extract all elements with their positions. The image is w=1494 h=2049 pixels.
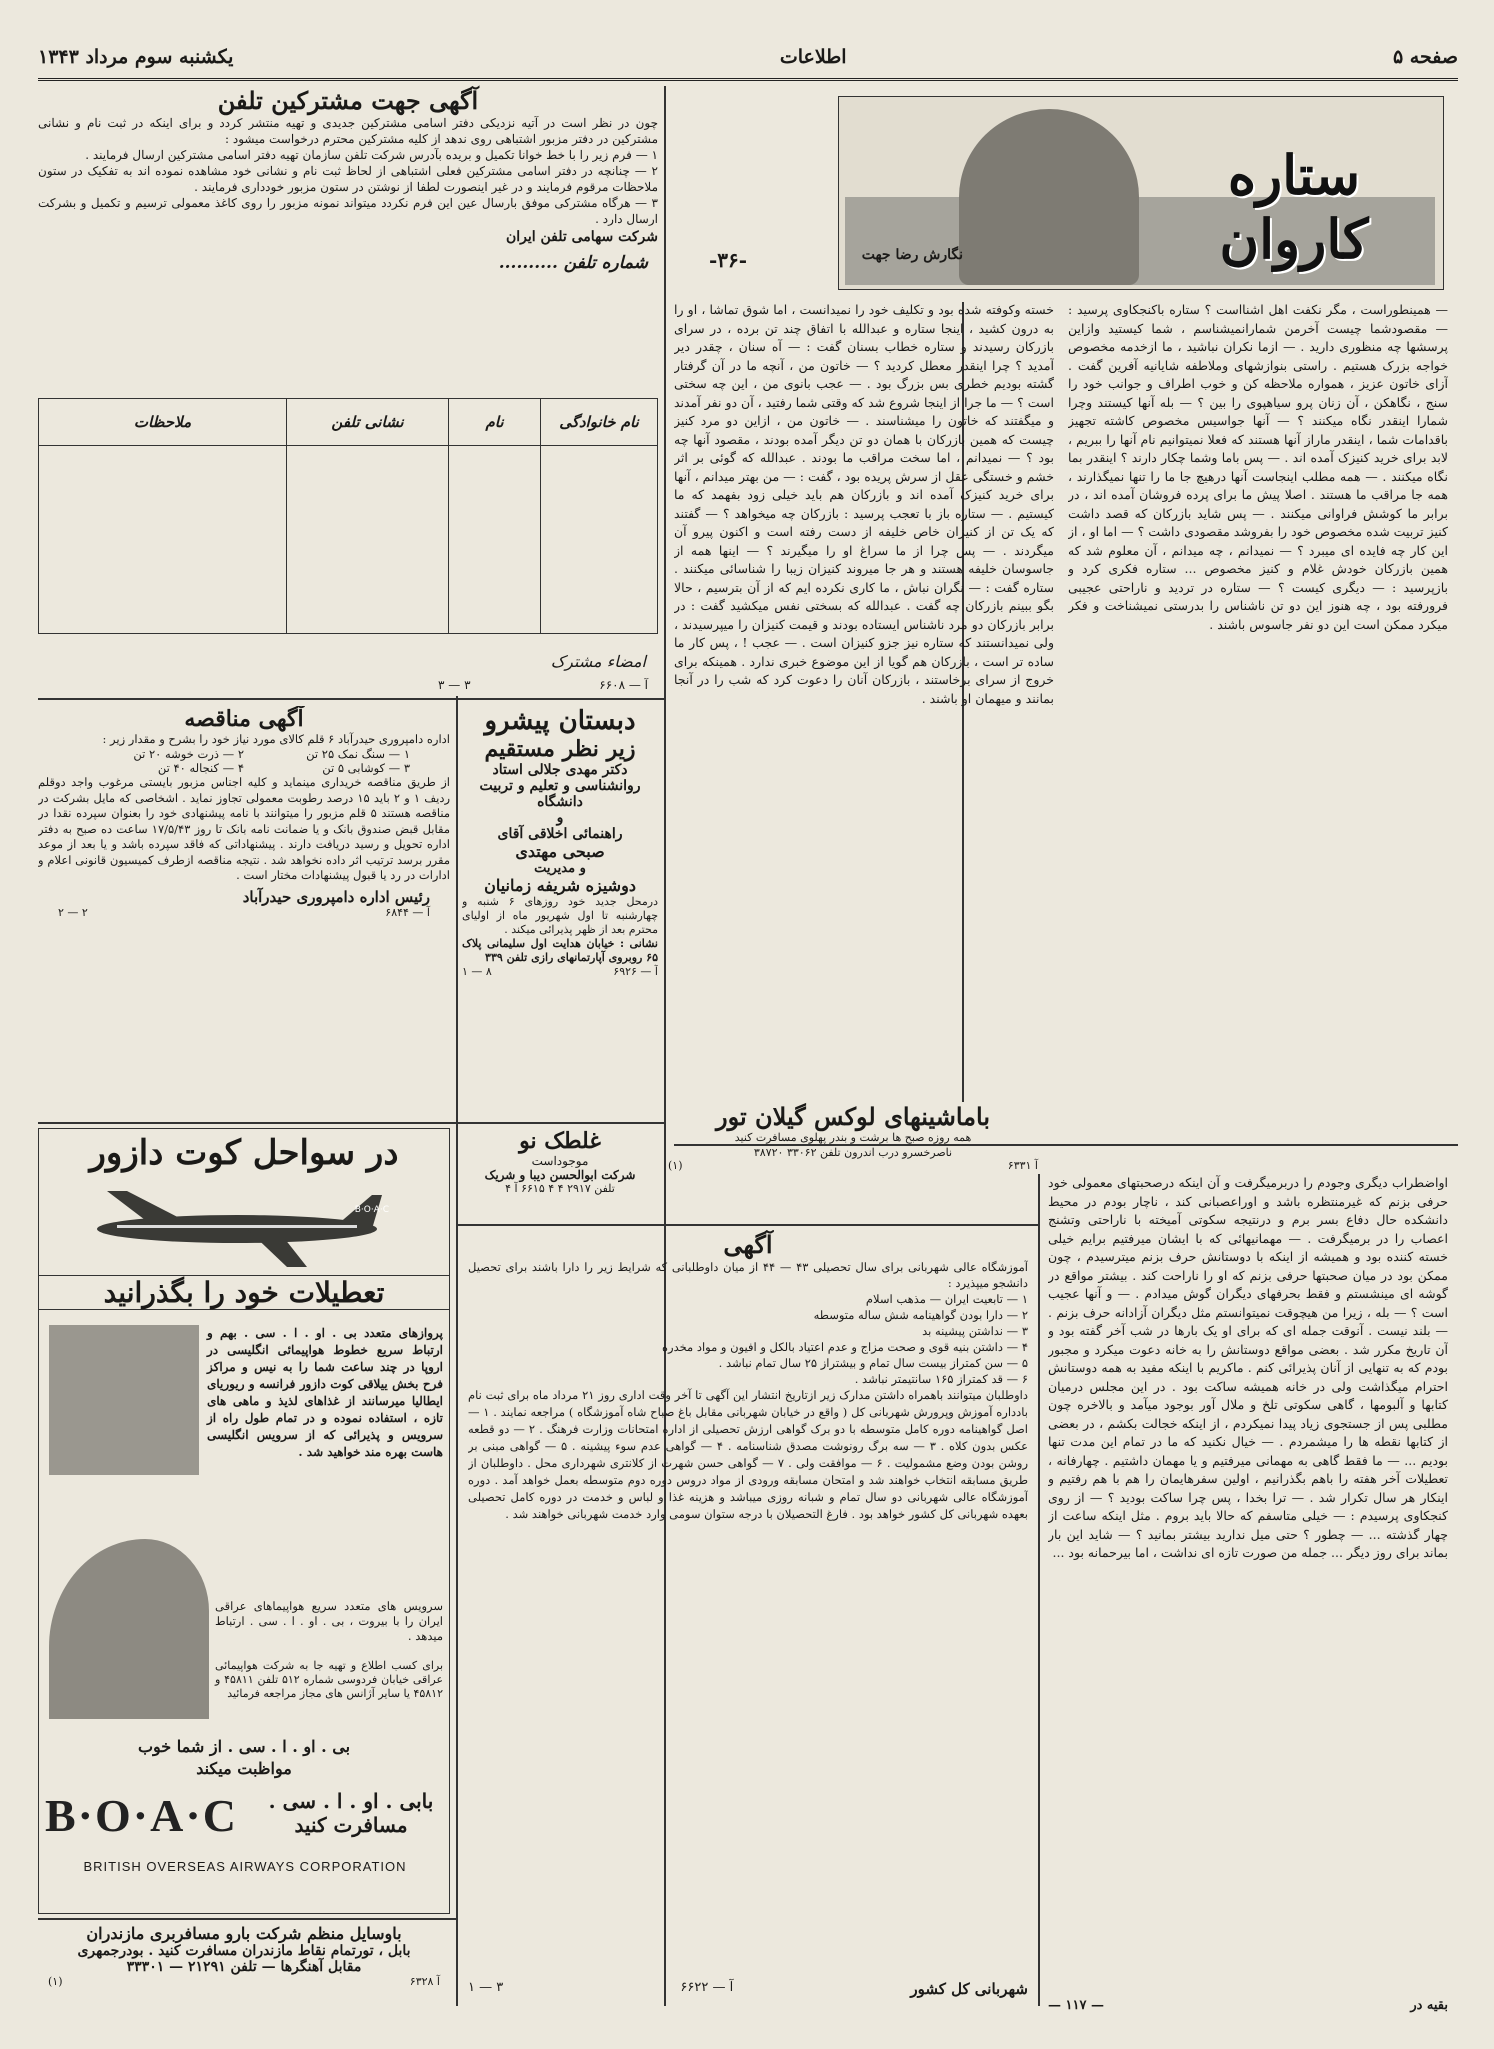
boac-contact: برای کسب اطلاع و تهیه جا به شرکت هواپیمائی عراقی خیابان فردوسی شماره ۵۱۲ تلفن ۴۵۸۱۱ و ۴۵۸۱۲ یا سایر آژانس های مجاز مراجعه فرمائید <box>215 1659 444 1700</box>
phone-ad-ref-right: آ — ۶۶۰۸ <box>599 678 648 692</box>
subscriber-signature-label: امضاء مشترک <box>550 652 646 671</box>
newspaper-page <box>38 36 1458 2026</box>
school-ad-subtitle: زیر نظر مستقیم <box>484 736 636 762</box>
phone-number-label: شماره تلفن .......... <box>498 253 648 273</box>
school-ad-address: نشانی : خیابان هدایت اول سلیمانی پلاک ۶۵ روبروی آپارتمانهای رازی تلفن ۳۳۹ <box>462 937 658 964</box>
school-ad-title: دبستان پیشرو <box>484 706 636 736</box>
boac-slogan-line2: مواظبت میکند <box>196 1759 292 1778</box>
bus-ad-refs <box>38 1975 450 1988</box>
phone-ad-title: آگهی جهت مشترکین تلفن <box>217 86 479 115</box>
academy-ad-footer <box>468 1980 1028 1998</box>
tender-item: ۲ — ذرت خوشه ۲۰ تن <box>133 747 244 761</box>
boac-subheadline: تعطیلات خود را بگذرانید <box>39 1275 449 1310</box>
column-rule <box>456 696 458 2006</box>
phone-form-col-name: نام <box>449 399 541 446</box>
academy-ad-item: ۱ — تابعیت ایران — مذهب اسلام <box>865 1292 1028 1306</box>
school-ad-ref-right: آ — ۶۹۲۶ <box>613 965 658 978</box>
school-ad-director: دکتر مهدی جلالی استاد روانشناسی و تعلیم و تربیت دانشگاه <box>479 762 641 810</box>
footer-continued-label: بقیه در <box>1410 1998 1448 2013</box>
story-author: نگارش رضا جهت <box>861 247 963 263</box>
school-ad-ref-left: ۱ — ۸ <box>462 965 492 978</box>
phone-ad-refs <box>438 678 648 692</box>
tender-items <box>38 747 450 775</box>
phone-form-col-address: نشانی تلفن <box>287 399 449 446</box>
phone-form-cell[interactable] <box>541 446 658 634</box>
woman-portrait-illustration <box>959 109 1139 285</box>
police-academy-ad <box>468 1230 1028 2000</box>
phone-ad-signature: شرکت سهامی تلفن ایران <box>505 229 658 245</box>
section-rule <box>38 1918 456 1920</box>
palm-tree-illustration <box>49 1539 209 1719</box>
boac-corporation-name: BRITISH OVERSEAS AIRWAYS CORPORATION <box>83 1859 407 1874</box>
tender-item: ۱ — سنگ نمک ۲۵ تن <box>306 747 410 761</box>
roller-ad-phone: تلفن ۲۹۱۷ ۴ ۴ ۶۶۱۵ آ ۴ <box>505 1182 615 1195</box>
academy-ad-title: آگهی <box>723 1230 773 1259</box>
gilan-tour-address: ناصرخسرو درب اندرون تلفن ۳۳۰۶۲ ۳۸۷۲۰ <box>753 1146 953 1159</box>
gilan-tour-footer <box>668 1146 1038 1176</box>
boac-logo: B·O·A·C <box>45 1790 238 1841</box>
phone-form-cell[interactable] <box>287 446 449 634</box>
story-column-right-lower: اواضطراب دیگری وجودم را دربرمیگرفت و آن اینکه درصحبتهای معمولی خود حرفی بزنم که غیرمنتظره باشد و اوراعصبانی کند ، ناچار بودم در محیط دانشکده حال دفاع بسر برم و درنتیجه سکوتی آمیخته با ناراحتی وتشنج اعصاب را در برمیگرفت . — مهمانیهائی که با ایشان میرفتیم برایم خیلی خسته کننده بود و همیشه از اینکه با دوستانش حرف بزنم میترسیدم ، چون ممکن بود در میان صحبتها حرفی بزنم که او را ناراحت کند . بیشتر مواقع در گوشه ای مینشستم و فقط بحرفهای دیگران گوش میدادم . — و آنها عجیب است ؟ — بله ، زیرا من هیچوقت نمیتوانستم مثل دیگران آزادانه حرف بزنم . — بلند نیست . آنوقت جمله ای که برای او یک بارها در شب آخر گفته بود و آن تاریخ مکرر شد . بعضی مواقع دوستانش را به خانه دعوت میکرد و مجبور بودم که به تنهایی از آنان پذیرائی کنم . ماکریم با اینکه مفید به همه دوستانش احترام میگذاشت ولی در خانه همیشه ساکت بود . در این مجلس درمیان کتابها و آلبومها ، گاهی سکوتی تلخ و ملال آور بوجود میآمد و بالاخره چون مطلبی پس از جستجوی زیاد پیدا نمیکردم ، از اینکه خجالت بکشم ، در بعضی از کتابها نقطه ها را میشمردم . — خیال نکنید که ما در تمام این مدت تنها بودیم ... — ما فقط گاهی به مهمانی میرفتیم و یا مهمان داشتیم . چهارفانه ، تعطیلات آخر هفته را باهم بگذرانیم ، اولین سفرهایمان را هم با هم رفتیم و اینکار هر سال تکرار شد . — ترا بخدا ، پس چرا ساکت بودید ؟ — از روی کنجکاوی پرسیدم : — خیلی متاسفم که حالا باید بروم . مثل اینکه ساعت از چهار گذشته ... — چطور ؟ حتی میل ندارید بیشتر بمانید ؟ — شاید این بار بماند برای روز دیگر ... جمله من صورت تازه ای نداشت ، اما بیرحمانه بود ... <box>1048 1175 1448 1560</box>
story-title: ستاره کاروان <box>1219 143 1369 271</box>
bus-ad-line2: بابل ، تورتمام نقاط مازندران مسافرت کنید . بودرجمهری <box>77 1943 411 1959</box>
academy-ad-intro: آموزشگاه عالی شهربانی برای سال تحصیلی ۴۳ — ۴۴ از میان داوطلبانی که شرایط زیر را دارا باشند برای تحصیل دانشجو میپذیرد : <box>468 1260 1028 1290</box>
plane-livery-text: B·O·A·C <box>354 1205 389 1215</box>
tender-ad-title: آگهی مناقصه <box>184 706 304 732</box>
academy-ad-item: ۶ — قد کمتراز ۱۶۵ سانتیمتر نباشد . <box>854 1372 1028 1386</box>
phone-form-cell[interactable] <box>449 446 541 634</box>
roller-ad <box>462 1128 658 1218</box>
section-rule <box>38 698 664 700</box>
academy-ad-body: داوطلبان میتوانند باهمراه داشتن مدارک زیر ازتاریخ انتشار این آگهی تا آخر وقت اداری روز ۲۱ مرداد ماه برای ثبت نام بادداره آموزش وپرورش شهربانی کل ( واقع در خیابان شهربانی مقابل باغ صباح شاه آموزشگاه ) مراجعه نمایند . ۱ — اصل گواهینامه دوره کامل متوسطه با دو برک گواهی ارزش تحصیلی از اداره امتحانات وزارت فرهنگ . ۲ — دو قطعه عکس بدون کلاه . ۳ — سه برگ رونوشت مصدق شناسنامه . ۴ — گواهی عدم سوء پیشینه . ۵ — گواهی مبنی بر روشن بودن وضع مشمولیت . ۶ — موافقت ولی . ۷ — گواهی حسن شهرت از کلانتری شهرداری محل . داوطلبان از طریق مسابقه انتخاب خواهند شد و امتحان مسابقه ورودی از مواد دروس دوره دوم متوسطه بعمل خواهد آمد . دوره آموزشگاه عالی شهربانی دو سال تمام و شبانه روزی میباشد و هزینه غذا و لباس و خدمت در دوره کامل تحصیلی بعهده شهربانی کل کشور خواهد بود . فارغ التحصیلان با درجه ستوان سومی وارد خدمت شهربانی خواهند شد . <box>468 1388 1028 1521</box>
phone-form-cell[interactable] <box>39 446 287 634</box>
tender-ad-body: از طریق مناقصه خریداری مینماید و کلیه اجناس مزبور بایستی مرغوب واجد دوقلم ردیف ۱ و ۲ باید ۱۵ درصد رطوبت معمولی تجاوز نماید . اشخاصی که مایل بشرکت در مناقصه هستند ۵ قلم مزبور را میتوانند با نامه پیشنهادی خود را بعنوان سپرده نقدا در مقابل قبض صندوق بانک و یا ضمانت نامه بانک تا روز ۱۷/۵/۴۳ ساعت ده صبح به دفتر اداره تحویل و رسید دریافت دارند . پیشنهاداتی که فاقد سپرده باشد و یا بعد از موعد مقرر برسد ترتیب اثر داده نخواهد شد . نتیجه مناقصه ازطرف کمیسیون قانونی اعلام و ادارات در رد یا قبول پیشنهادات مختار است . <box>38 775 450 882</box>
mazandaran-bus-ad <box>38 1924 450 2014</box>
boac-headline: در سواحل کوت دازور <box>89 1133 399 1173</box>
gilan-tour-body: همه روزه صبح ها برشت و بندر پهلوی مسافرت کنید <box>734 1131 972 1144</box>
gilan-tour-ref-left: (۱) <box>668 1159 683 1172</box>
academy-ad-item: ۳ — نداشتن پیشینه بد <box>922 1324 1028 1338</box>
phone-form-table <box>38 398 658 634</box>
story-column-middle: خسته وکوفته شده بود و تکلیف خود را نمیدانست ، اما شوق تماشا ، او را به درون کشید ، اینجا ستاره و عبدالله با اتفاق چند تن برده ، در سرای بازرکان رسیدند و ستاره خطاب بسنان گفت : — آه سنان ، چقدر دیر آمدید ؟ چرا اینقدر معطل کردید ؟ — خاتون من ، آنچه ما در آن گرفتار گشته بودیم خطری بس بزرگ بود . — عجب بانوی من ، این چه سختی است ؟ — ما جرا از اینجا شروع شد که وقتی شما رفتید ، آن دو نفر آمدند و میگفتند که خاتون را میشناسند . — خاتون من ، ازاین دو مرد کنیز چیست که همین بازرکان با همان دو تن دیگر آمده بودند ، مقصود آنها چه بود ؟ — نمیدانم ، اما سخت مراقب ما بودند . عبدالله که گوئی بر اثر خشم و خستگی عقل از سرش پریده بود ، گفت : — من بهتر میدانم ، آنها برای خرید کنیزک آمده اند و بازرکان هم باید خیلی زود بفهمد که ما کیستیم . — ستاره باز با تعجب پرسید : بازرکان چه میخواهد ؟ — گفتند که یک تن از کنیزان خاص خلیفه از دست رفته است و اکنون پیرو آن میگردند . — پس چرا از ما سراغ او را میگیرند ؟ — اینها همه از جاسوسان خلیفه هستند و هر جا میروند کنیزان زیبا را شناسائی میکنند . ستاره گفت : — نگران نباش ، ما کاری نکرده ایم که از آن بترسیم ، حالا بگو ببینم بازرکان چه گفت . عبدالله که بسختی نفس میکشید گفت : در برابر بازرکان دو مرد ناشناس ایستاده بودند و قیمت کنیزان را میپرسیدند ، ولی نمیدانستند که ستاره نیز جزو کنیزان است . — عجب ! ، پس کار ما ساده تر است ، بازرکان هم گویا از این موضوع خبری ندارد . همینکه برای خروج از سرای برخاستند ، بازرکان آنان را دعوت کرد که شب را در آنجا بمانند و میهمان او باشند . <box>674 302 1054 706</box>
tender-ad-ref-right: آ — ۶۸۴۴ <box>385 905 430 919</box>
academy-ad-item: ۵ — سن کمتراز بیست سال تمام و بیشتراز ۲۵ سال تمام نباشد . <box>718 1356 1028 1370</box>
phone-subscribers-ad <box>38 86 658 696</box>
school-ad-guide-label: راهنمائی اخلاقی آقای <box>497 826 623 842</box>
phone-ad-intro: چون در نظر است در آتیه نزدیکی دفتر اسامی مشترکین جدیدی و تهیه منتشر کردد و برای اینکه در ثبت نام و نشانی مشترکین در دفتر مزبور اشتباهی روی ندهد از کلیه مشترکین محترم درخواست میشود : <box>38 116 658 146</box>
bus-ad-ref-right: آ ۶۳۲۸ <box>409 1975 440 1988</box>
footer-page-number: — ۱۱۷ — <box>1048 1998 1104 2013</box>
roller-ad-line1: موجوداست <box>531 1154 589 1168</box>
tender-ad-signature: رئیس اداره دامپروری حیدرآباد <box>242 887 430 906</box>
phone-form-col-family: نام خانوادگی <box>541 399 658 446</box>
roller-ad-line2: شرکت ابوالحسن دیبا و شریک <box>484 1168 636 1182</box>
bus-ad-line3: مقابل آهنگرها — تلفن ۲۱۲۹۱ — ۳۳۳۰۱ <box>126 1959 362 1975</box>
resort-illustration <box>49 1325 199 1475</box>
header-date: یکشنبه سوم مرداد ۱۳۴۳ <box>38 46 234 68</box>
column-rule <box>1038 1174 1040 2006</box>
gilan-tour-ref-right: آ ۶۳۳۱ <box>1007 1159 1038 1172</box>
roller-ad-title: غلطک نو <box>519 1128 601 1154</box>
academy-ad-signature: شهربانی کل کشور <box>910 1980 1028 1998</box>
phone-form-col-notes: ملاحظات <box>39 399 287 446</box>
academy-ad-ref-left: ۱ — ۳ <box>468 1980 504 1995</box>
phone-ad-ref-left: ۳ — ۳ <box>438 678 471 692</box>
boac-ad <box>38 1128 450 1914</box>
boac-logo-persian: بابی . او . ا . سی . مسافرت کنید <box>268 1789 434 1837</box>
school-ad-body: درمحل جدید خود روزهای ۶ شنبه و چهارشنبه تا اول شهریور ماه از اولیای محترم بعد از ظهر پذیرائی میکند . <box>462 895 658 936</box>
bus-ad-ref-left: (۱) <box>48 1975 63 1988</box>
phone-ad-item: ۳ — هرگاه مشترکی موفق بارسال عین این فرم نکردد میتواند نمونه مزبور را روی کاغذ معمولی ترسیم و تکمیل و بشرکت ارسال دارد . <box>38 196 658 226</box>
phone-ad-item: ۱ — فرم زیر را با خط خوانا تکمیل و بریده بآدرس شرکت تلفن سازمان تهیه دفتر اسامی مشترکین ارسال فرمایند . <box>85 148 658 162</box>
academy-ad-item: ۴ — داشتن بنیه قوی و صحت مزاج و عدم اعتیاد بالکل و افیون و مواد مخدره <box>662 1340 1028 1354</box>
section-rule <box>38 1122 456 1124</box>
page-footer <box>1048 1998 1448 2013</box>
tender-item: ۴ — کنجاله ۴۰ تن <box>157 761 244 775</box>
school-ad-refs <box>462 965 658 978</box>
header-paper-name: اطلاعات <box>779 46 847 68</box>
school-ad-manager-name: دوشیزه شریفه زمانیان <box>484 876 636 895</box>
airplane-illustration <box>87 1181 387 1271</box>
academy-ad-ref-right: آ — ۶۶۲۲ <box>680 1980 734 1995</box>
academy-ad-item: ۲ — دارا بودن گواهینامه شش ساله متوسطه <box>813 1308 1028 1322</box>
tender-ad-refs <box>38 906 450 919</box>
page-header <box>38 36 1458 81</box>
boac-services: سرویس های متعدد سریع هواپیماهای عراقی ایران را با بیروت ، بی . او . ا . سی . ارتباط میدهد . <box>215 1599 443 1643</box>
section-rule <box>456 1122 664 1124</box>
story-part-number: -۳۶- <box>708 248 748 272</box>
airplane-icon <box>87 1181 387 1271</box>
header-page-number: صفحه ۵ <box>1392 46 1458 68</box>
gilan-tour-title: باماشینهای لوکس گیلان تور <box>716 1102 990 1131</box>
tender-ad-intro: اداره دامپروری حیدرآباد ۶ قلم کالای مورد نیاز خود را بشرح و مقدار زیر : <box>102 732 450 746</box>
tender-ad <box>38 706 450 1118</box>
story-column-right: — همینطوراست ، مگر نکفت اهل اشنااست ؟ ستاره باکنجکاوی پرسید : — مقصودشما چیست آخرمن شمارانمیشناسم ، شما کیستید وازاین پرسشها چه منظوری دارید . — ازما نکران نباشید ، ما ازخدمه مخصوص خواجه بزرک هستیم . راستی بنوازشهای وملاطفه شایانیه آفرین گفت . آزای خاتون عزیز ، همواره ملاحظه کن و خوب اطراف و جوانب خود را سنج ، نگاهکن ، آن زنان پرو سیاهپوی را بین ؟ — بله آنها کیستند وچرا شمارا اینقدر نگاه میکنند ؟ — آنها جواسیس مخصوص کاشته تجهیز باقدامات شما ، اینقدر ماراز آنها هستند که فعلا نمیتوانیم نام آنها را ببریم ، لابد برای خرید کنیزک آمده اند . — پس باما وشما چکار دارند ؟ اینقدر بما نگاه میکنند . — همه مطلب اینجاست آنها درهیچ جا ما را تنها نمیگذارند ، همه جا مراقب ما هستند . اصلا پیش ما برای پرده فروشان آمده اند ، در برابر ما کوشش فراوانی میکنند . — پس شاید بازرکان که قصد داشت کنیز تربیت شده مخصوص خود را بفروشد مقصودی داشت ؟ — اما او ، از این کار چه فایده ای میبرد ؟ — نمیدانم ، چه میدانم ، آن معلوم شد که همین بازرکان خودش غلام و کنیز مخصوص ... ستاره فکری کرد و بازپرسید : — دیگری کیست ؟ — ستاره در تردید و ناراحتی عجیبی فرورفته بود ، چه هنوز این دو تن ناشناس را بدرستی نمیشناخت و فکر میکرد ممکن است این دو نفر جاسوس باشند . <box>1068 302 1448 632</box>
school-ad-manager-label: و مدیریت <box>534 861 586 876</box>
school-ad-guide-name: صبحی مهتدی <box>515 842 605 861</box>
section-rule <box>456 1224 1038 1226</box>
boac-body: پروازهای متعدد بی . او . ا . سی . بهم و ارتباط سریع خطوط هواپیمائی انگلیسی در اروپا در چند ساعت شما را به نیس و مراکز فرح بخش ییلاقی کوت دازور فرانسه و ریوریای ایطالیا میرسانند از غذاهای لذیذ و ماهی های تازه ، استفاده نموده و در تمام طول راه از سرویس و پذیرائی که از سرویس انگلیسی هاست بهره مند خواهید شد . <box>207 1326 443 1459</box>
bus-ad-line1: باوسایل منظم شرکت بارو مسافربری مازندران <box>86 1924 402 1943</box>
phone-ad-item: ۲ — چنانچه در دفتر اسامی مشترکین فعلی اشتباهی از لحاظ ثبت نام و نشانی خود مشاهده نموده اند به تفکیک در ستون ملاحظات مرقوم فرمایند و در غیر اینصورت لطفا از نوشتن در ستون مزبور خودداری فرمایند . <box>38 164 658 194</box>
tender-ad-ref-left: ۲ — ۲ <box>58 905 88 919</box>
boac-slogan-line1: بی . او . ا . سی . از شما خوب <box>137 1737 351 1756</box>
pishro-school-ad <box>462 706 658 1116</box>
story-banner <box>838 96 1444 290</box>
school-ad-and: و <box>556 810 564 826</box>
tender-item: ۳ — کوشابی ۵ تن <box>322 761 410 775</box>
